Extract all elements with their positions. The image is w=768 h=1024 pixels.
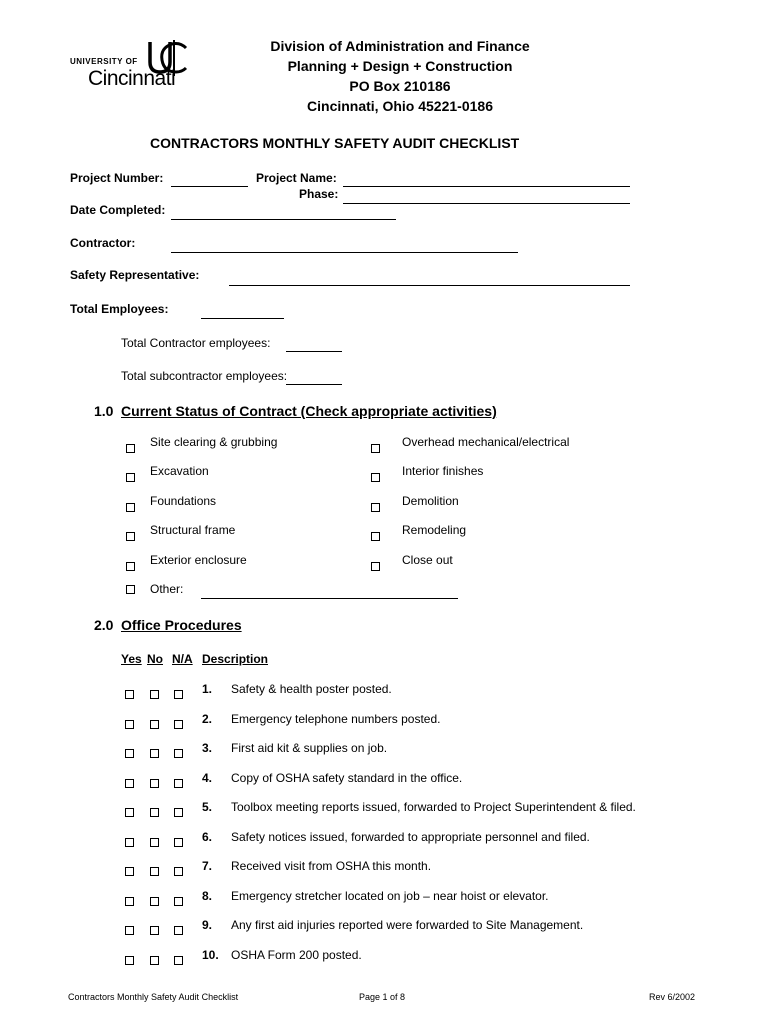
- activity-checkbox[interactable]: [126, 562, 135, 571]
- activity-label: Foundations: [150, 494, 217, 508]
- col-yes-header: Yes: [121, 652, 142, 666]
- na-checkbox[interactable]: [174, 838, 183, 847]
- activity-label: Remodeling: [402, 523, 467, 537]
- yes-checkbox[interactable]: [125, 749, 134, 758]
- total-subcontractor-label: Total subcontractor employees:: [121, 369, 288, 383]
- total-contractor-field[interactable]: [286, 351, 342, 352]
- section-2-title: Office Procedures: [121, 617, 242, 633]
- item-number: 9.: [202, 918, 213, 932]
- total-subcontractor-field[interactable]: [286, 384, 342, 385]
- no-checkbox[interactable]: [150, 779, 159, 788]
- safety-rep-label: Safety Representative:: [70, 268, 200, 282]
- yes-checkbox[interactable]: [125, 779, 134, 788]
- col-na-header: N/A: [172, 652, 193, 666]
- project-name-label: Project Name:: [256, 171, 337, 185]
- phase-field[interactable]: [343, 203, 630, 204]
- activity-label: Exterior enclosure: [150, 553, 247, 567]
- activity-checkbox[interactable]: [371, 503, 380, 512]
- document-title: CONTRACTORS MONTHLY SAFETY AUDIT CHECKLIST: [150, 135, 520, 151]
- other-field[interactable]: [201, 598, 458, 599]
- no-checkbox[interactable]: [150, 867, 159, 876]
- item-description: Emergency telephone numbers posted.: [231, 712, 441, 726]
- total-employees-field[interactable]: [201, 318, 284, 319]
- no-checkbox[interactable]: [150, 838, 159, 847]
- yes-checkbox[interactable]: [125, 926, 134, 935]
- activity-checkbox[interactable]: [371, 444, 380, 453]
- item-number: 2.: [202, 712, 213, 726]
- logo-main-text: Cincinnati: [88, 67, 176, 90]
- logo-top-text: UNIVERSITY OF: [70, 57, 138, 66]
- item-description: Safety & health poster posted.: [231, 682, 392, 696]
- activity-label: Excavation: [150, 464, 209, 478]
- item-number: 7.: [202, 859, 213, 873]
- item-number: 4.: [202, 771, 213, 785]
- date-completed-field[interactable]: [171, 219, 396, 220]
- yes-checkbox[interactable]: [125, 808, 134, 817]
- na-checkbox[interactable]: [174, 808, 183, 817]
- activity-checkbox[interactable]: [126, 444, 135, 453]
- phase-label: Phase:: [299, 187, 339, 201]
- footer-left: Contractors Monthly Safety Audit Checklist: [68, 992, 239, 1002]
- yes-checkbox[interactable]: [125, 838, 134, 847]
- item-number: 3.: [202, 741, 213, 755]
- item-description: Copy of OSHA safety standard in the office.: [231, 771, 463, 785]
- safety-rep-field[interactable]: [229, 285, 630, 286]
- header-line-4: Cincinnati, Ohio 45221-0186: [307, 98, 493, 114]
- no-checkbox[interactable]: [150, 720, 159, 729]
- activity-label: Overhead mechanical/electrical: [402, 435, 570, 449]
- contractor-label: Contractor:: [70, 236, 136, 250]
- contractor-field[interactable]: [171, 252, 518, 253]
- section-1-title: Current Status of Contract (Check appropriate activities): [121, 403, 497, 419]
- activity-checkbox[interactable]: [126, 473, 135, 482]
- header-line-1: Division of Administration and Finance: [270, 38, 530, 54]
- item-number: 5.: [202, 800, 213, 814]
- item-description: First aid kit & supplies on job.: [231, 741, 388, 755]
- project-number-label: Project Number:: [70, 171, 164, 185]
- activity-label: Interior finishes: [402, 464, 484, 478]
- item-description: Received visit from OSHA this month.: [231, 859, 432, 873]
- item-description: Emergency stretcher located on job – near hoist or elevator.: [231, 889, 549, 903]
- item-number: 10.: [202, 948, 219, 962]
- header-line-2: Planning + Design + Construction: [287, 58, 513, 74]
- university-logo: [70, 40, 200, 92]
- activity-checkbox[interactable]: [371, 532, 380, 541]
- no-checkbox[interactable]: [150, 897, 159, 906]
- no-checkbox[interactable]: [150, 749, 159, 758]
- section-2-number: 2.0: [94, 617, 114, 633]
- activity-label: Demolition: [402, 494, 459, 508]
- activity-checkbox[interactable]: [371, 562, 380, 571]
- other-label: Other:: [150, 582, 184, 596]
- col-desc-header: Description: [202, 652, 269, 666]
- na-checkbox[interactable]: [174, 749, 183, 758]
- na-checkbox[interactable]: [174, 779, 183, 788]
- yes-checkbox[interactable]: [125, 867, 134, 876]
- activity-checkbox[interactable]: [126, 503, 135, 512]
- yes-checkbox[interactable]: [125, 956, 134, 965]
- item-number: 1.: [202, 682, 213, 696]
- activity-label: Close out: [402, 553, 453, 567]
- activity-checkbox[interactable]: [126, 532, 135, 541]
- no-checkbox[interactable]: [150, 956, 159, 965]
- footer-right: Rev 6/2002: [649, 992, 696, 1002]
- other-checkbox[interactable]: [126, 585, 135, 594]
- item-number: 6.: [202, 830, 213, 844]
- yes-checkbox[interactable]: [125, 720, 134, 729]
- yes-checkbox[interactable]: [125, 690, 134, 699]
- na-checkbox[interactable]: [174, 720, 183, 729]
- header-line-3: PO Box 210186: [349, 78, 451, 94]
- col-no-header: No: [147, 652, 163, 666]
- activity-label: Site clearing & grubbing: [150, 435, 278, 449]
- yes-checkbox[interactable]: [125, 897, 134, 906]
- item-description: OSHA Form 200 posted.: [231, 948, 362, 962]
- section-1-number: 1.0: [94, 403, 114, 419]
- item-number: 8.: [202, 889, 213, 903]
- activity-checkbox[interactable]: [371, 473, 380, 482]
- no-checkbox[interactable]: [150, 808, 159, 817]
- activity-label: Structural frame: [150, 523, 236, 537]
- no-checkbox[interactable]: [150, 926, 159, 935]
- date-completed-label: Date Completed:: [70, 203, 166, 217]
- project-name-field[interactable]: [343, 186, 630, 187]
- na-checkbox[interactable]: [174, 926, 183, 935]
- item-description: Safety notices issued, forwarded to appropriate personnel and filed.: [231, 830, 590, 844]
- na-checkbox[interactable]: [174, 867, 183, 876]
- na-checkbox[interactable]: [174, 897, 183, 906]
- na-checkbox[interactable]: [174, 956, 183, 965]
- item-description: Any first aid injuries reported were forwarded to Site Management.: [231, 918, 584, 932]
- total-contractor-label: Total Contractor employees:: [121, 336, 271, 350]
- footer-center: Page 1 of 8: [359, 992, 406, 1002]
- na-checkbox[interactable]: [174, 690, 183, 699]
- item-description: Toolbox meeting reports issued, forwarded to Project Superintendent & filed.: [231, 800, 636, 814]
- total-employees-label: Total Employees:: [70, 302, 169, 316]
- no-checkbox[interactable]: [150, 690, 159, 699]
- project-number-field[interactable]: [171, 186, 248, 187]
